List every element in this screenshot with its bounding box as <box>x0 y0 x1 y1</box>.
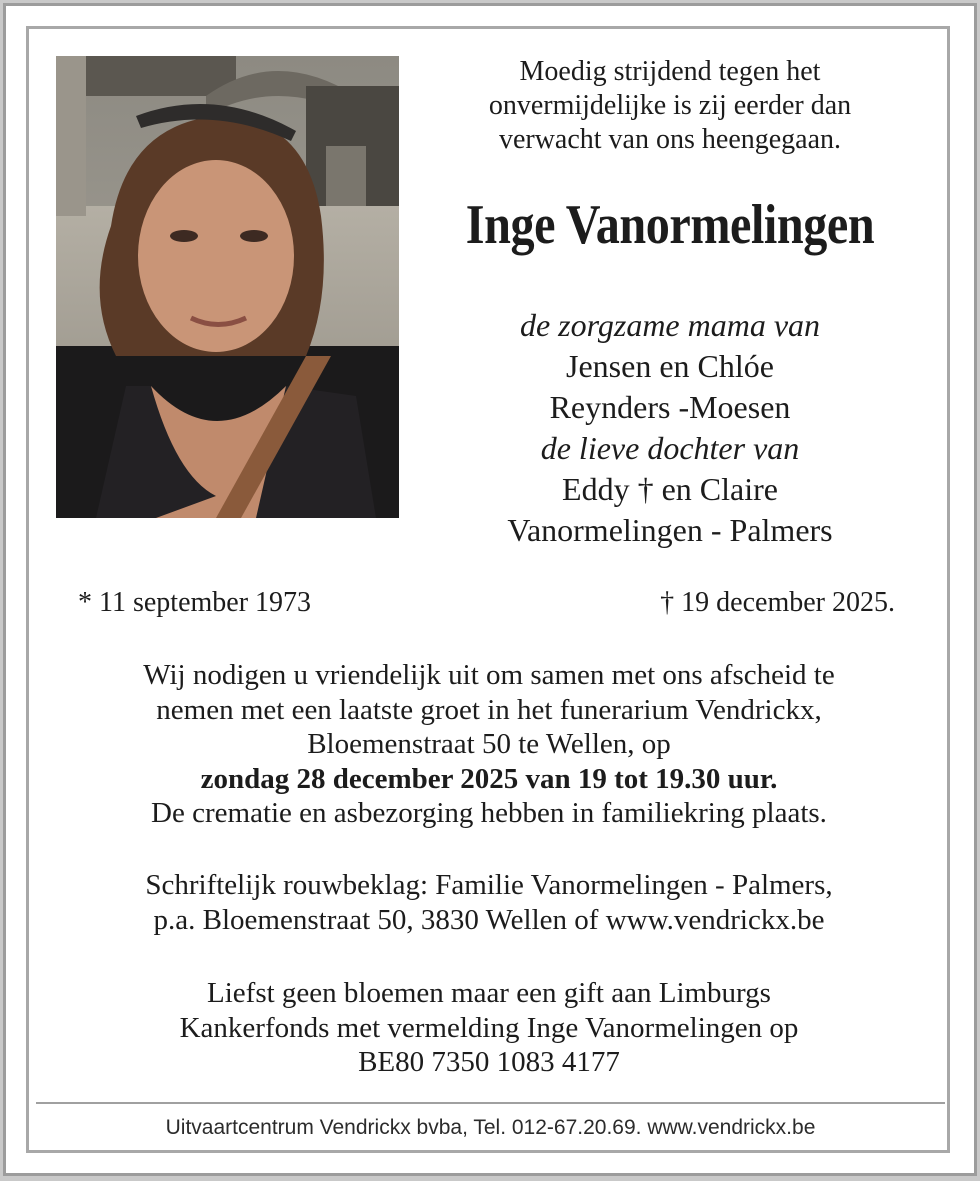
invitation-paragraph <box>36 658 942 831</box>
donation-paragraph <box>36 976 942 1080</box>
donation-iban: BE80 7350 1083 4177 <box>358 1046 620 1078</box>
invitation-line: Wij nodigen u vriendelijk uit om samen met ons afscheid te <box>143 659 835 691</box>
invitation-datetime: zondag 28 december 2025 van 19 tot 19.30 uur. <box>200 762 778 795</box>
relations-block <box>420 305 920 551</box>
relation-label: de lieve dochter van <box>540 430 800 466</box>
condolence-line: Schriftelijk rouwbeklag: Familie Vanormelingen - Palmers, <box>145 869 833 901</box>
intro-line: Moedig strijdend tegen het <box>519 56 821 87</box>
portrait-photo <box>56 56 399 518</box>
donation-line: Liefst geen bloemen maar een gift aan Limburgs <box>207 977 771 1009</box>
intro-line: verwacht van ons heengegaan. <box>498 124 842 155</box>
condolence-paragraph <box>36 868 942 937</box>
relation-label: de zorgzame mama van <box>519 307 821 343</box>
death-date: † 19 december 2025. <box>660 587 895 618</box>
intro-line: onvermijdelijke is zij eerder dan <box>488 90 852 121</box>
deceased-name: Inge Vanormelingen <box>465 194 875 256</box>
invitation-line: nemen met een laatste groet in het funerarium Vendrickx, <box>156 693 822 726</box>
footer-divider <box>36 1102 945 1104</box>
donation-line: Kankerfonds met vermelding Inge Vanormelingen op <box>179 1011 799 1044</box>
relation-name: Reynders -Moesen <box>549 389 791 425</box>
relation-name: Eddy † en Claire <box>562 471 778 507</box>
intro-text <box>420 55 920 157</box>
condolence-line: p.a. Bloemenstraat 50, 3830 Wellen of www.vendrickx.be <box>153 903 825 936</box>
birth-date: * 11 september 1973 <box>78 587 312 618</box>
relation-name: Jensen en Chlóe <box>566 348 774 384</box>
invitation-line: De crematie en asbezorging hebben in familiekring plaats. <box>151 797 827 829</box>
footer-funeral-home: Uitvaartcentrum Vendrickx bvba, Tel. 012-67.20.69. www.vendrickx.be <box>165 1116 816 1139</box>
relation-name: Vanormelingen - Palmers <box>507 512 833 548</box>
invitation-line: Bloemenstraat 50 te Wellen, op <box>307 728 671 760</box>
